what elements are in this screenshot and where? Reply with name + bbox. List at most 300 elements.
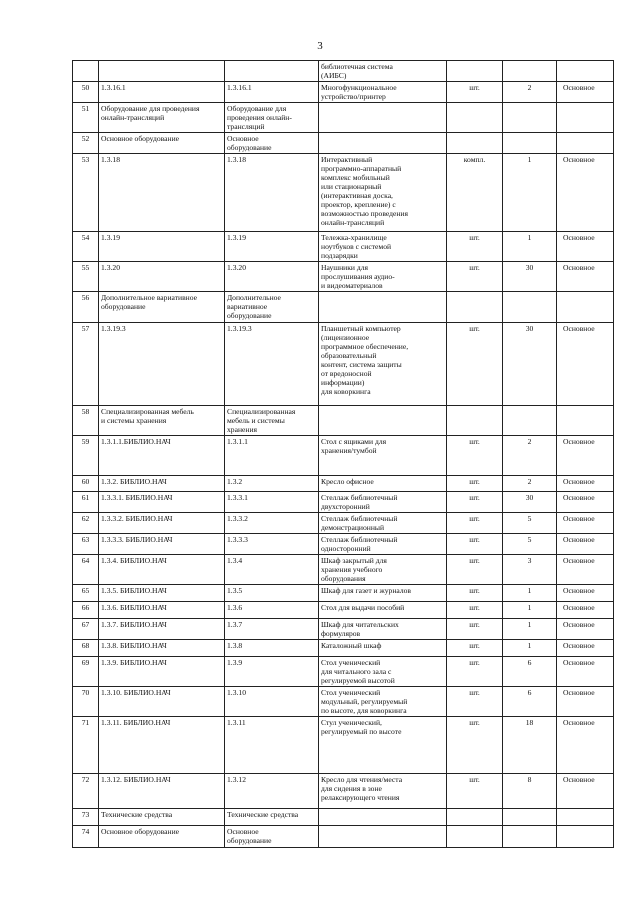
cell-text: 6 <box>527 658 532 667</box>
cell-text: шт. <box>469 324 480 333</box>
cell-type <box>557 555 614 585</box>
cell-text: Оборудование для проведения онлайн- трансляций <box>227 104 292 131</box>
cell-name <box>319 534 447 555</box>
cell-text: 5 <box>527 514 532 523</box>
cell-text: Основное <box>563 233 595 242</box>
cell-text: шт. <box>469 775 480 784</box>
cell-text: 30 <box>525 263 534 272</box>
cell-text: 1 <box>527 155 532 164</box>
cell-text: Стеллаж библиотечный односторонний <box>321 535 398 553</box>
cell-text: 54 <box>81 233 90 242</box>
cell-text: 3 <box>527 556 532 565</box>
cell-text: шт. <box>469 535 480 544</box>
cell-qty <box>503 774 557 809</box>
cell-type <box>557 476 614 492</box>
cell-text: Основное <box>563 493 595 502</box>
cell-name <box>319 292 447 323</box>
cell-text: библиотечная система (АИБС) <box>321 62 393 80</box>
cell-code2 <box>225 774 319 809</box>
cell-text: шт. <box>469 477 480 486</box>
cell-code2 <box>225 619 319 640</box>
cell-text: 30 <box>525 324 534 333</box>
cell-text: 1 <box>527 620 532 629</box>
cell-text: шт. <box>469 83 480 92</box>
cell-text: 18 <box>525 718 534 727</box>
cell-type <box>557 687 614 717</box>
cell-text: шт. <box>469 233 480 242</box>
cell-code <box>99 61 225 82</box>
cell-num <box>73 555 99 585</box>
cell-qty <box>503 640 557 657</box>
cell-name <box>319 657 447 687</box>
cell-text: Основное <box>563 775 595 784</box>
cell-text: 73 <box>81 810 90 819</box>
cell-code <box>99 232 225 262</box>
cell-code2 <box>225 492 319 513</box>
cell-text: 71 <box>81 718 90 727</box>
cell-qty <box>503 555 557 585</box>
cell-code2 <box>225 133 319 154</box>
cell-text: 1.3.8 <box>227 641 243 650</box>
cell-text: Основное <box>563 603 595 612</box>
cell-type <box>557 640 614 657</box>
cell-text: 1.3.3.3. БИБЛИО.НАЧ <box>101 535 173 544</box>
cell-text: 1 <box>527 603 532 612</box>
cell-text: Основное оборудование <box>227 827 272 845</box>
cell-name <box>319 809 447 826</box>
cell-text: 30 <box>525 493 534 502</box>
cell-code <box>99 717 225 774</box>
cell-name <box>319 154 447 232</box>
cell-code <box>99 513 225 534</box>
cell-type <box>557 602 614 619</box>
cell-text: 1 <box>527 586 532 595</box>
cell-text: Тележка-хранилище ноутбуков с системой подзарядки <box>321 233 392 260</box>
cell-text: Кресло для чтения/места для сидения в зоне релаксирующего чтения <box>321 775 403 802</box>
cell-text: 59 <box>81 437 90 446</box>
table-row <box>73 406 614 436</box>
cell-text: шт. <box>469 658 480 667</box>
cell-qty <box>503 687 557 717</box>
cell-text: 1.3.6 <box>227 603 243 612</box>
cell-text: шт. <box>469 620 480 629</box>
cell-qty <box>503 534 557 555</box>
cell-code2 <box>225 687 319 717</box>
cell-unit <box>447 154 503 232</box>
cell-code2 <box>225 154 319 232</box>
table-row <box>73 619 614 640</box>
cell-text: Дополнительное вариативное оборудование <box>227 293 281 320</box>
cell-num <box>73 619 99 640</box>
cell-text: 52 <box>81 134 90 143</box>
cell-code2 <box>225 717 319 774</box>
cell-unit <box>447 534 503 555</box>
cell-num <box>73 133 99 154</box>
equipment-table <box>72 60 614 848</box>
cell-qty <box>503 492 557 513</box>
cell-code <box>99 657 225 687</box>
cell-code <box>99 154 225 232</box>
cell-code <box>99 492 225 513</box>
cell-text: Основное <box>563 556 595 565</box>
cell-qty <box>503 154 557 232</box>
cell-text: 51 <box>81 104 90 113</box>
cell-text: 1.3.4 <box>227 556 243 565</box>
table-row <box>73 292 614 323</box>
cell-text: 2 <box>527 83 532 92</box>
cell-num <box>73 657 99 687</box>
cell-text: Стул ученический, регулируемый по высоте <box>321 718 402 736</box>
cell-qty <box>503 602 557 619</box>
cell-text: 1.3.1.1 <box>227 437 248 446</box>
cell-text: 1.3.7 <box>227 620 243 629</box>
cell-num <box>73 61 99 82</box>
cell-num <box>73 82 99 103</box>
cell-unit <box>447 436 503 476</box>
cell-text: шт. <box>469 641 480 650</box>
cell-qty <box>503 826 557 848</box>
cell-text: 67 <box>81 620 90 629</box>
cell-text: Основное оборудование <box>101 134 180 143</box>
cell-code2 <box>225 657 319 687</box>
cell-unit <box>447 262 503 292</box>
cell-unit <box>447 657 503 687</box>
cell-num <box>73 602 99 619</box>
cell-text: шт. <box>469 556 480 565</box>
cell-text: 1.3.1.1.БИБЛИО.НАЧ <box>101 437 171 446</box>
cell-text: Шкаф для газет и журналов <box>321 586 412 595</box>
cell-num <box>73 492 99 513</box>
cell-num <box>73 585 99 602</box>
cell-qty <box>503 476 557 492</box>
cell-code <box>99 436 225 476</box>
cell-text: Основное оборудование <box>227 134 272 152</box>
cell-qty <box>503 513 557 534</box>
cell-qty <box>503 61 557 82</box>
cell-text: 1.3.3.2 <box>227 514 248 523</box>
cell-unit <box>447 103 503 133</box>
cell-type <box>557 826 614 848</box>
cell-qty <box>503 406 557 436</box>
cell-text: 1.3.19.3 <box>101 324 126 333</box>
cell-text: шт. <box>469 493 480 502</box>
cell-qty <box>503 103 557 133</box>
table-row <box>73 103 614 133</box>
cell-unit <box>447 476 503 492</box>
cell-num <box>73 513 99 534</box>
cell-name <box>319 82 447 103</box>
cell-type <box>557 513 614 534</box>
cell-text: 1.3.10 <box>227 688 246 697</box>
table-row <box>73 154 614 232</box>
cell-text: 70 <box>81 688 90 697</box>
cell-text: 1.3.3.1 <box>227 493 248 502</box>
cell-code2 <box>225 436 319 476</box>
cell-code2 <box>225 555 319 585</box>
cell-name <box>319 826 447 848</box>
cell-text: 53 <box>81 155 90 164</box>
cell-text: Интерактивный программно-аппаратный комплекс мобильный или стационарный (интерактивная доска, проектор, крепление) с возможностью проведения онлайн-трансляций <box>321 155 408 227</box>
cell-qty <box>503 232 557 262</box>
cell-text: шт. <box>469 514 480 523</box>
cell-type <box>557 154 614 232</box>
cell-unit <box>447 513 503 534</box>
cell-num <box>73 717 99 774</box>
cell-unit <box>447 82 503 103</box>
cell-text: 1.3.2. БИБЛИО.НАЧ <box>101 477 167 486</box>
table-row <box>73 133 614 154</box>
cell-code <box>99 292 225 323</box>
cell-unit <box>447 555 503 585</box>
cell-code <box>99 585 225 602</box>
cell-code2 <box>225 640 319 657</box>
cell-type <box>557 262 614 292</box>
cell-name <box>319 555 447 585</box>
cell-num <box>73 406 99 436</box>
cell-name <box>319 602 447 619</box>
cell-text: Основное оборудование <box>101 827 180 836</box>
cell-text: 1.3.20 <box>227 263 246 272</box>
cell-code <box>99 619 225 640</box>
cell-text: 1.3.3.3 <box>227 535 248 544</box>
cell-code2 <box>225 262 319 292</box>
cell-num <box>73 103 99 133</box>
cell-qty <box>503 436 557 476</box>
cell-text: Стол ученический модульный, регулируемый по высоте, для коворкинга <box>321 688 408 715</box>
cell-code2 <box>225 103 319 133</box>
cell-type <box>557 103 614 133</box>
cell-text: 1.3.5. БИБЛИО.НАЧ <box>101 586 167 595</box>
cell-text: 1.3.10. БИБЛИО.НАЧ <box>101 688 171 697</box>
cell-num <box>73 534 99 555</box>
cell-code2 <box>225 602 319 619</box>
cell-text: Дополнительное вариативное оборудование <box>101 293 198 311</box>
cell-num <box>73 809 99 826</box>
cell-type <box>557 436 614 476</box>
cell-text: 1.3.11 <box>227 718 246 727</box>
cell-unit <box>447 406 503 436</box>
cell-unit <box>447 602 503 619</box>
cell-code2 <box>225 406 319 436</box>
cell-unit <box>447 232 503 262</box>
cell-unit <box>447 687 503 717</box>
cell-type <box>557 82 614 103</box>
cell-type <box>557 774 614 809</box>
table-row <box>73 534 614 555</box>
cell-code2 <box>225 826 319 848</box>
cell-text: 1.3.19 <box>101 233 120 242</box>
cell-code <box>99 323 225 406</box>
cell-text: 2 <box>527 477 532 486</box>
cell-text: 1.3.3.2. БИБЛИО.НАЧ <box>101 514 173 523</box>
cell-text: шт. <box>469 603 480 612</box>
cell-text: 1.3.5 <box>227 586 243 595</box>
cell-text: 58 <box>81 407 90 416</box>
table-body <box>73 61 614 848</box>
table-row <box>73 657 614 687</box>
cell-num <box>73 154 99 232</box>
cell-num <box>73 262 99 292</box>
cell-text: Основное <box>563 477 595 486</box>
cell-code2 <box>225 323 319 406</box>
cell-text: Оборудование для проведения онлайн-трансляций <box>101 104 200 122</box>
cell-text: Стеллаж библиотечный двухсторонний <box>321 493 398 511</box>
cell-type <box>557 585 614 602</box>
cell-text: Шкаф закрытый для хранения учебного оборудования <box>321 556 387 583</box>
cell-code <box>99 602 225 619</box>
cell-text: Планшетный компьютер (лицензионное программное обеспечение, образовательный контент, система защиты от вредоносной информации) для коворкинга <box>321 324 409 396</box>
cell-name <box>319 103 447 133</box>
cell-type <box>557 406 614 436</box>
cell-name <box>319 436 447 476</box>
cell-text: 1.3.8. БИБЛИО.НАЧ <box>101 641 167 650</box>
cell-text: 1.3.12 <box>227 775 246 784</box>
cell-name <box>319 585 447 602</box>
cell-name <box>319 61 447 82</box>
cell-type <box>557 534 614 555</box>
cell-code2 <box>225 809 319 826</box>
cell-num <box>73 774 99 809</box>
table-row <box>73 585 614 602</box>
cell-qty <box>503 657 557 687</box>
table-row <box>73 513 614 534</box>
cell-text: Специализированная мебель и системы хранения <box>101 407 194 425</box>
page-number: 3 <box>317 40 323 52</box>
cell-num <box>73 640 99 657</box>
cell-text: 68 <box>81 641 90 650</box>
cell-text: Основное <box>563 718 595 727</box>
table-row <box>73 323 614 406</box>
cell-text: Основное <box>563 514 595 523</box>
cell-text: 56 <box>81 293 90 302</box>
table-row <box>73 82 614 103</box>
cell-qty <box>503 82 557 103</box>
cell-text: 1.3.18 <box>227 155 246 164</box>
cell-text: 1 <box>527 233 532 242</box>
cell-name <box>319 133 447 154</box>
cell-text: 6 <box>527 688 532 697</box>
cell-name <box>319 640 447 657</box>
cell-type <box>557 619 614 640</box>
cell-unit <box>447 826 503 848</box>
cell-name <box>319 262 447 292</box>
cell-qty <box>503 323 557 406</box>
cell-name <box>319 687 447 717</box>
cell-text: 1.3.11. БИБЛИО.НАЧ <box>101 718 171 727</box>
cell-code <box>99 826 225 848</box>
cell-text: Кресло офисное <box>321 477 374 486</box>
cell-qty <box>503 619 557 640</box>
cell-qty <box>503 292 557 323</box>
cell-text: 69 <box>81 658 90 667</box>
cell-num <box>73 826 99 848</box>
cell-code <box>99 262 225 292</box>
cell-unit <box>447 292 503 323</box>
cell-num <box>73 476 99 492</box>
cell-name <box>319 232 447 262</box>
cell-num <box>73 292 99 323</box>
cell-code2 <box>225 61 319 82</box>
cell-text: Наушники для прослушивания аудио- и видеоматериалов <box>321 263 395 290</box>
cell-text: 1.3.9. БИБЛИО.НАЧ <box>101 658 167 667</box>
cell-name <box>319 619 447 640</box>
cell-unit <box>447 717 503 774</box>
cell-text: 74 <box>81 827 90 836</box>
cell-qty <box>503 133 557 154</box>
cell-qty <box>503 262 557 292</box>
cell-code <box>99 640 225 657</box>
cell-text: 1.3.2 <box>227 477 243 486</box>
cell-text: 63 <box>81 535 90 544</box>
cell-text: 1.3.16.1 <box>227 83 252 92</box>
cell-text: 64 <box>81 556 90 565</box>
cell-unit <box>447 619 503 640</box>
cell-text: Шкаф для читательских формуляров <box>321 620 399 638</box>
cell-text: Основное <box>563 437 595 446</box>
table-row <box>73 640 614 657</box>
cell-text: 1.3.9 <box>227 658 243 667</box>
cell-unit <box>447 585 503 602</box>
cell-unit <box>447 323 503 406</box>
table-row <box>73 717 614 774</box>
cell-text: шт. <box>469 586 480 595</box>
table-row <box>73 262 614 292</box>
cell-code2 <box>225 585 319 602</box>
cell-text: 1.3.16.1 <box>101 83 126 92</box>
cell-num <box>73 436 99 476</box>
cell-text: 65 <box>81 586 90 595</box>
cell-text: Основное <box>563 620 595 629</box>
cell-text: Основное <box>563 586 595 595</box>
cell-text: Многофункциональное устройство/принтер <box>321 83 397 101</box>
cell-name <box>319 492 447 513</box>
table-row <box>73 809 614 826</box>
cell-text: 1 <box>527 641 532 650</box>
cell-text: компл. <box>463 155 486 164</box>
cell-text: 72 <box>81 775 90 784</box>
cell-name <box>319 476 447 492</box>
cell-code2 <box>225 292 319 323</box>
cell-code <box>99 809 225 826</box>
cell-code2 <box>225 534 319 555</box>
cell-qty <box>503 717 557 774</box>
cell-text: Стол с ящиками для хранения/тумбой <box>321 437 387 455</box>
cell-text: шт. <box>469 263 480 272</box>
cell-code <box>99 133 225 154</box>
cell-text: Стол ученический для читального зала с регулируемой высотой <box>321 658 395 685</box>
cell-text: Технические средства <box>101 810 173 819</box>
cell-code2 <box>225 476 319 492</box>
cell-type <box>557 657 614 687</box>
cell-num <box>73 323 99 406</box>
cell-text: шт. <box>469 437 480 446</box>
cell-text: 61 <box>81 493 90 502</box>
cell-type <box>557 492 614 513</box>
cell-text: 1.3.12. БИБЛИО.НАЧ <box>101 775 171 784</box>
cell-text: Основное <box>563 658 595 667</box>
cell-text: шт. <box>469 688 480 697</box>
cell-text: Основное <box>563 83 595 92</box>
table-row <box>73 436 614 476</box>
cell-text: Основное <box>563 324 595 333</box>
cell-num <box>73 687 99 717</box>
table-row <box>73 602 614 619</box>
cell-text: 57 <box>81 324 90 333</box>
cell-text: 66 <box>81 603 90 612</box>
cell-name <box>319 717 447 774</box>
cell-code2 <box>225 232 319 262</box>
cell-text: Основное <box>563 535 595 544</box>
